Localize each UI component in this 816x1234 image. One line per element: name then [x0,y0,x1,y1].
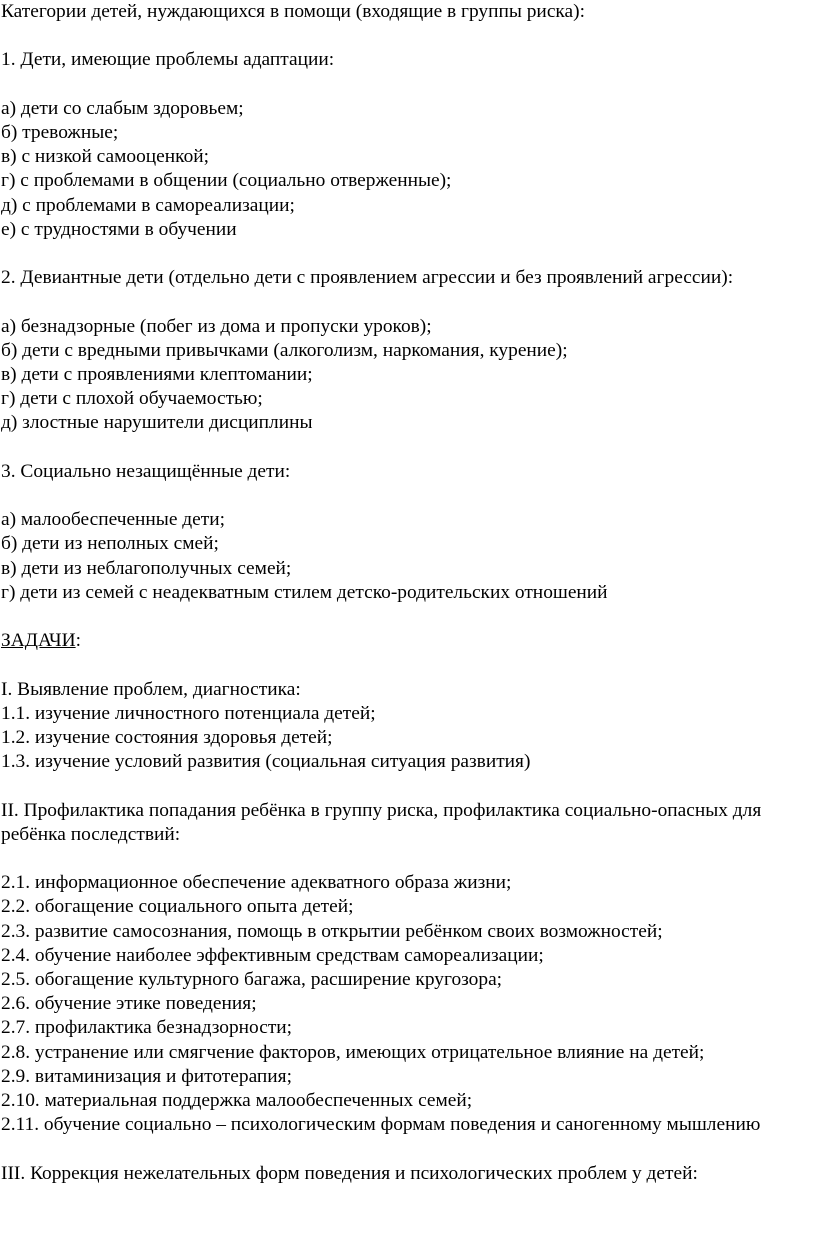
task-2-item: 2.7. профилактика безнадзорности; [1,1017,293,1039]
section-3-title: 3. Социально незащищённые дети: [1,460,291,482]
section-1-item: а) дети со слабым здоровьем; [1,97,244,119]
task-2-item: 2.2. обогащение социального опыта детей; [1,896,354,918]
section-1-item: г) с проблемами в общении (социально отверженные); [1,170,452,192]
task-2-item: 2.5. обогащение культурного багажа, расширение кругозора; [1,968,503,990]
section-1-item: е) с трудностями в обучении [1,218,237,240]
task-2-item: 2.9. витаминизация и фитотерапия; [1,1065,292,1087]
section-2-title: 2. Девиантные дети (отдельно дети с проявлением агрессии и без проявлений агрессии): [1,267,734,289]
spacer [1,436,809,460]
task-2-title: II. Профилактика попадания ребёнка в группу риска, профилактика социально-опасных для ребёнка последствий: [1,799,762,845]
task-2-item: 2.4. обучение наиболее эффективным средствам самореализации; [1,944,544,966]
task-2-item: 2.11. обучение социально – психологическим формам поведения и саногенному мышлению [1,1114,761,1136]
section-3-item: г) дети из семей с неадекватным стилем детско-родительских отношений [1,581,608,603]
spacer [1,774,809,798]
task-2-item: 2.8. устранение или смягчение факторов, имеющих отрицательное влияние на детей; [1,1041,705,1063]
section-3-item: а) малообеспеченные дети; [1,509,226,531]
section-2-item: б) дети с вредными привычками (алкоголизм, наркомания, курение); [1,339,568,361]
spacer [1,653,809,677]
task-1-item: 1.2. изучение состояния здоровья детей; [1,726,333,748]
spacer [1,24,809,48]
tasks-heading: ЗАДАЧИ [1,630,76,652]
spacer [1,605,809,629]
tasks-heading-colon: : [75,630,81,652]
task-2-item: 2.6. обучение этике поведения; [1,993,257,1015]
section-3-item: б) дети из неполных смей; [1,533,219,555]
task-1-title: I. Выявление проблем, диагностика: [1,678,301,700]
spacer [1,1137,809,1161]
spacer [1,242,809,266]
task-3-title: III. Коррекция нежелательных форм поведения и психологических проблем у детей: [1,1162,698,1184]
spacer [1,484,809,508]
section-2-item: в) дети с проявлениями клептомании; [1,363,313,385]
section-2-item: г) дети с плохой обучаемостью; [1,388,263,410]
section-1-title: 1. Дети, имеющие проблемы адаптации: [1,49,335,71]
section-2-item: д) злостные нарушители дисциплины [1,412,313,434]
task-2-item: 2.10. материальная поддержка малообеспеченных семей; [1,1089,473,1111]
spacer [1,290,809,314]
spacer [1,847,809,871]
intro-text: Категории детей, нуждающихся в помощи (входящие в группы риска): [1,1,585,22]
section-1-item: б) тревожные; [1,121,119,143]
tasks-heading-line [1,629,809,653]
section-3-item: в) дети из неблагополучных семей; [1,557,292,579]
task-2-item: 2.1. информационное обеспечение адекватного образа жизни; [1,872,512,894]
spacer [1,73,809,97]
task-2-item: 2.3. развитие самосознания, помощь в открытии ребёнком своих возможностей; [1,920,663,942]
section-1-item: в) с низкой самооценкой; [1,146,210,168]
section-1-item: д) с проблемами в самореализации; [1,194,295,216]
task-1-item: 1.3. изучение условий развития (социальная ситуация развития) [1,751,531,773]
task-1-item: 1.1. изучение личностного потенциала детей; [1,702,376,724]
section-2-item: а) безнадзорные (побег из дома и пропуски уроков); [1,315,432,337]
